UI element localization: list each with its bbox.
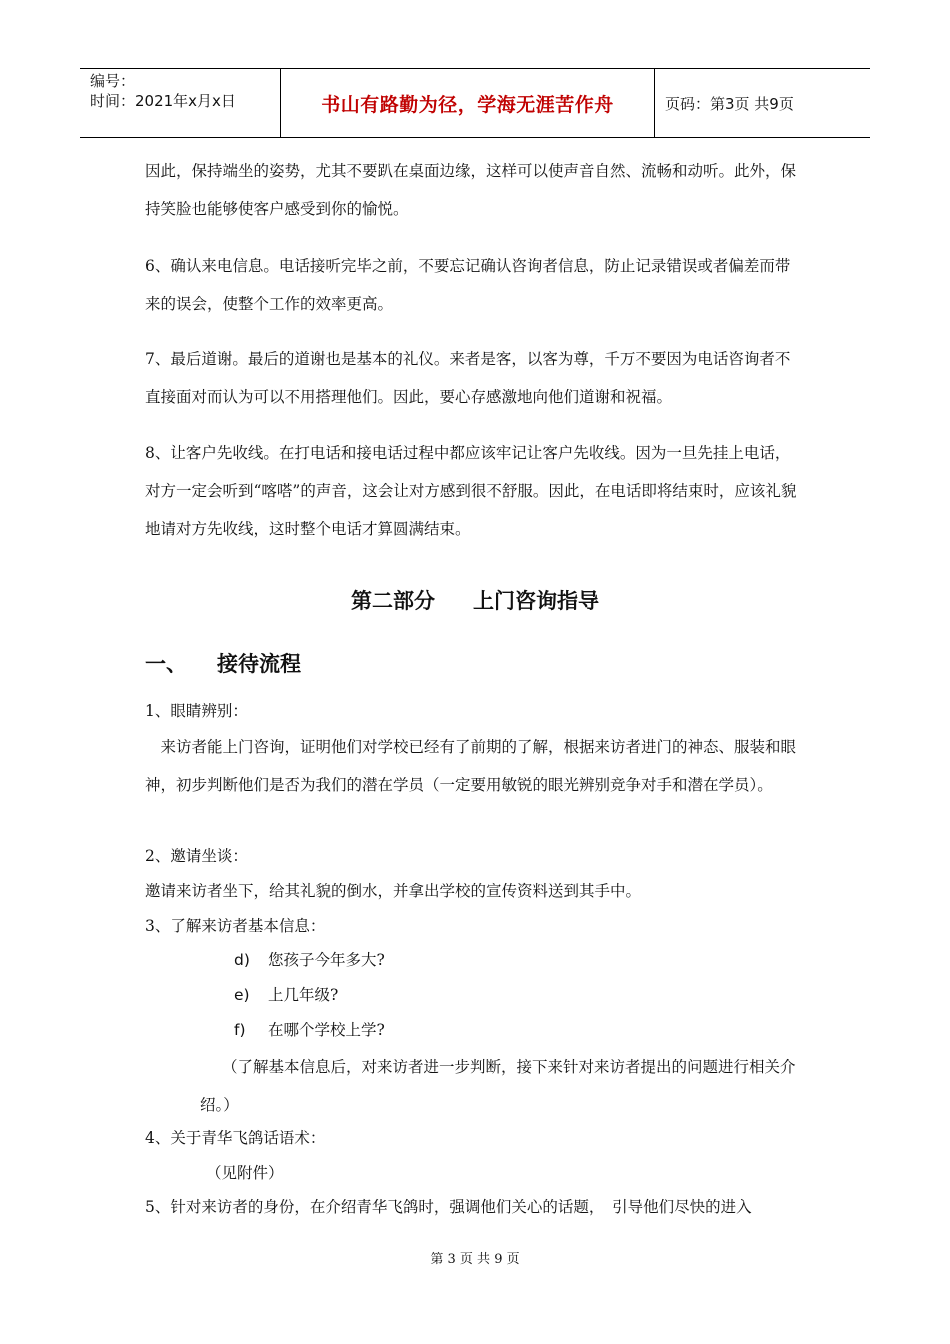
header-meta <box>90 71 280 111</box>
list-item <box>234 949 385 971</box>
header-number-label: 编号： <box>90 72 136 90</box>
step-2-title: 2、邀请坐谈： <box>145 847 248 865</box>
heading-number: 一、 <box>145 652 187 676</box>
heading-reception-process <box>145 648 301 678</box>
list-item-letter: e) <box>234 986 250 1004</box>
section-part: 第二部分 <box>351 589 435 613</box>
section-name: 上门咨询指导 <box>473 589 599 613</box>
step-4-body: （见附件） <box>206 1164 284 1182</box>
paragraph-item-8: 8、让客户先收线。在打电话和接电话过程中都应该牢记让客户先收线。因为一旦先挂上电话，对方一定会听到“喀嗒”的声音，这会让对方感到很不舒服。因此，在电话即将结束时，应该礼貌地请对方先收线，这时整个电话才算圆满结束。 <box>145 444 797 538</box>
list-item-letter: d) <box>234 951 250 969</box>
paragraph-item-6: 6、确认来电信息。电话接听完毕之前，不要忘记确认咨询者信息，防止记录错误或者偏差而带来的误会，使整个工作的效率更高。 <box>145 257 791 313</box>
list-item-text: 在哪个学校上学? <box>268 1021 385 1039</box>
header-divider <box>654 69 655 137</box>
step-1-body: 来访者能上门咨询，证明他们对学校已经有了前期的了解，根据来访者进门的神态、服装和眼神，初步判断他们是否为我们的潜在学员（一定要用敏锐的眼光辨别竞争对手和潜在学员）。 <box>145 738 797 794</box>
header-page-info: 页码：第3页 共9页 <box>665 94 794 113</box>
header-motto: 书山有路勤为径，学海无涯苦作舟 <box>321 93 614 116</box>
heading-title: 接待流程 <box>217 652 301 676</box>
step-5-title: 5、针对来访者的身份，在介绍青华飞鸽时，强调他们关心的话题， 引导他们尽快的进入 <box>145 1198 752 1216</box>
section-title <box>0 585 950 615</box>
step-4-title: 4、关于青华飞鸽话语术： <box>145 1129 326 1147</box>
paragraph-item-7: 7、最后道谢。最后的道谢也是基本的礼仪。来者是客，以客为尊，千万不要因为电话咨询者不直接面对而认为可以不用搭理他们。因此，要心存感激地向他们道谢和祝福。 <box>145 350 791 406</box>
list-item-text: 您孩子今年多大? <box>268 951 385 969</box>
document-header <box>80 68 870 138</box>
page-footer: 第 3 页 共 9 页 <box>430 1252 520 1267</box>
step-3-note: （了解基本信息后，对来访者进一步判断，接下来针对来访者提出的问题进行相关介绍。） <box>200 1058 796 1114</box>
header-time-label: 时间：2021年x月x日 <box>90 92 236 110</box>
list-item <box>234 1019 385 1041</box>
step-2-body: 邀请来访者坐下，给其礼貌的倒水，并拿出学校的宣传资料送到其手中。 <box>145 882 642 900</box>
step-1-title: 1、眼睛辨别： <box>145 702 248 720</box>
paragraph-intro: 因此，保持端坐的姿势，尤其不要趴在桌面边缘，这样可以使声音自然、流畅和动听。此外，保持笑脸也能够使客户感受到你的愉悦。 <box>145 162 797 218</box>
list-item-letter: f) <box>234 1021 246 1039</box>
list-item-text: 上几年级? <box>268 986 339 1004</box>
step-3-title: 3、了解来访者基本信息： <box>145 917 326 935</box>
list-item <box>234 984 338 1006</box>
